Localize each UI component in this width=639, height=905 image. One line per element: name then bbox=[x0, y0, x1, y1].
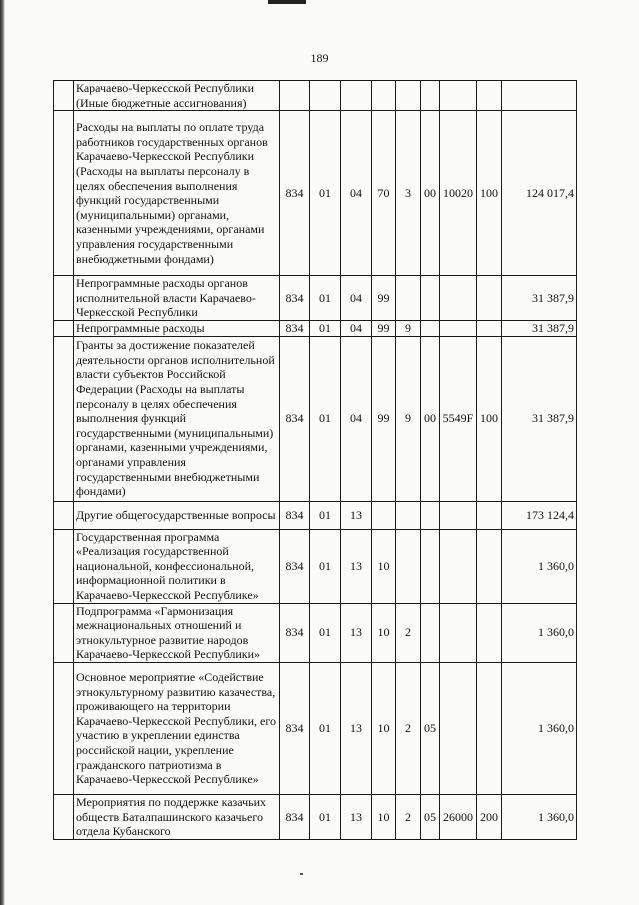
col-subsection: 04 bbox=[341, 111, 372, 276]
col-admin: 834 bbox=[280, 276, 310, 321]
col-direction bbox=[440, 501, 477, 529]
col-event: 00 bbox=[421, 336, 440, 501]
col-program bbox=[372, 501, 396, 529]
col-expense-type: 100 bbox=[477, 111, 502, 276]
col-subprogram: 9 bbox=[396, 336, 421, 501]
col-program: 99 bbox=[372, 276, 396, 321]
col-section: 01 bbox=[310, 501, 341, 529]
col-subprogram: 2 bbox=[396, 794, 421, 839]
col-admin: 834 bbox=[280, 320, 310, 336]
col-subsection: 04 bbox=[341, 320, 372, 336]
col-subsection: 04 bbox=[341, 336, 372, 501]
col-direction bbox=[440, 529, 477, 603]
col-subsection bbox=[341, 81, 372, 111]
table-row bbox=[54, 320, 577, 336]
table-row bbox=[54, 662, 577, 794]
row-name-cell: Гранты за достижение показателей деятельности органов исполнительной власти субъектов Российской Федерации (Расходы на выплаты персоналу в целях обеспечения выполнения функций государственными (муниципальными) органами, казенными учреждениями, органами управления государственными внебюджетными фондами) bbox=[74, 336, 280, 501]
col-section bbox=[310, 81, 341, 111]
col-subsection: 04 bbox=[341, 276, 372, 321]
row-blank-cell bbox=[54, 81, 74, 111]
col-event bbox=[421, 81, 440, 111]
col-section: 01 bbox=[310, 529, 341, 603]
col-amount bbox=[502, 81, 577, 111]
row-name-cell: Непрограммные расходы bbox=[74, 320, 280, 336]
col-direction bbox=[440, 81, 477, 111]
col-amount: 1 360,0 bbox=[502, 529, 577, 603]
col-program: 10 bbox=[372, 794, 396, 839]
col-expense-type bbox=[477, 81, 502, 111]
row-blank-cell bbox=[54, 662, 74, 794]
col-subsection: 13 bbox=[341, 529, 372, 603]
col-subprogram: 3 bbox=[396, 111, 421, 276]
col-program: 10 bbox=[372, 603, 396, 662]
row-name-cell: Государственная программа «Реализация государственной национальной, конфессиональной, информационной политики в Карачаево-Черкесской Республике» bbox=[74, 529, 280, 603]
table-row bbox=[54, 501, 577, 529]
col-subprogram bbox=[396, 276, 421, 321]
col-subprogram bbox=[396, 81, 421, 111]
col-event: 05 bbox=[421, 662, 440, 794]
page-number: 189 bbox=[310, 51, 329, 65]
col-section: 01 bbox=[310, 336, 341, 501]
col-admin: 834 bbox=[280, 336, 310, 501]
col-expense-type bbox=[477, 662, 502, 794]
col-admin: 834 bbox=[280, 662, 310, 794]
col-expense-type bbox=[477, 501, 502, 529]
row-blank-cell bbox=[54, 603, 74, 662]
col-expense-type bbox=[477, 529, 502, 603]
col-section: 01 bbox=[310, 111, 341, 276]
col-program: 99 bbox=[372, 336, 396, 501]
col-subprogram: 9 bbox=[396, 320, 421, 336]
row-blank-cell bbox=[54, 111, 74, 276]
col-subsection: 13 bbox=[341, 501, 372, 529]
col-subsection: 13 bbox=[341, 794, 372, 839]
col-program: 10 bbox=[372, 529, 396, 603]
row-name-cell: Мероприятия по поддержке казачьих обществ Баталпашинского казачьего отдела Кубанского bbox=[74, 794, 280, 839]
col-expense-type bbox=[477, 603, 502, 662]
col-section: 01 bbox=[310, 794, 341, 839]
col-subprogram: 2 bbox=[396, 603, 421, 662]
col-event: 00 bbox=[421, 111, 440, 276]
row-name-cell: Непрограммные расходы органов исполнительной власти Карачаево-Черкесской Республики bbox=[74, 276, 280, 321]
col-amount: 1 360,0 bbox=[502, 603, 577, 662]
col-direction bbox=[440, 320, 477, 336]
scan-top-mark bbox=[268, 0, 306, 4]
table-row bbox=[54, 529, 577, 603]
col-event bbox=[421, 529, 440, 603]
col-section: 01 bbox=[310, 662, 341, 794]
row-blank-cell bbox=[54, 794, 74, 839]
col-amount: 124 017,4 bbox=[502, 111, 577, 276]
row-name-cell: Подпрограмма «Гармонизация межнациональных отношений и этнокультурное развитие народов Карачаево-Черкесской Республики» bbox=[74, 603, 280, 662]
table-row bbox=[54, 81, 577, 111]
table-row bbox=[54, 276, 577, 321]
col-expense-type bbox=[477, 276, 502, 321]
col-admin: 834 bbox=[280, 529, 310, 603]
col-section: 01 bbox=[310, 603, 341, 662]
col-amount: 1 360,0 bbox=[502, 794, 577, 839]
row-name-cell: Расходы на выплаты по оплате труда работников государственных органов Карачаево-Черкесской Республики (Расходы на выплаты персоналу в целях обеспечения выполнения функций государственными (муниципальными) органами, казенными учреждениями, органами управления государственными внебюджетными фондами) bbox=[74, 111, 280, 276]
col-direction bbox=[440, 276, 477, 321]
col-section: 01 bbox=[310, 276, 341, 321]
row-blank-cell bbox=[54, 276, 74, 321]
col-direction: 10020 bbox=[440, 111, 477, 276]
col-amount: 173 124,4 bbox=[502, 501, 577, 529]
row-blank-cell bbox=[54, 336, 74, 501]
col-direction: 5549F bbox=[440, 336, 477, 501]
col-amount: 1 360,0 bbox=[502, 662, 577, 794]
scan-left-edge bbox=[0, 0, 5, 905]
col-section: 01 bbox=[310, 320, 341, 336]
col-direction bbox=[440, 603, 477, 662]
row-blank-cell bbox=[54, 320, 74, 336]
col-expense-type: 200 bbox=[477, 794, 502, 839]
col-expense-type bbox=[477, 320, 502, 336]
col-event bbox=[421, 320, 440, 336]
row-name-cell: Другие общегосударственные вопросы bbox=[74, 501, 280, 529]
col-program: 10 bbox=[372, 662, 396, 794]
col-admin bbox=[280, 81, 310, 111]
col-direction: 26000 bbox=[440, 794, 477, 839]
col-event: 05 bbox=[421, 794, 440, 839]
col-amount: 31 387,9 bbox=[502, 336, 577, 501]
col-event bbox=[421, 501, 440, 529]
table-row bbox=[54, 111, 577, 276]
table-row bbox=[54, 603, 577, 662]
col-amount: 31 387,9 bbox=[502, 320, 577, 336]
col-subsection: 13 bbox=[341, 603, 372, 662]
col-admin: 834 bbox=[280, 603, 310, 662]
col-program: 99 bbox=[372, 320, 396, 336]
table-row bbox=[54, 794, 577, 839]
col-amount: 31 387,9 bbox=[502, 276, 577, 321]
col-admin: 834 bbox=[280, 501, 310, 529]
col-event bbox=[421, 276, 440, 321]
col-expense-type: 100 bbox=[477, 336, 502, 501]
col-admin: 834 bbox=[280, 794, 310, 839]
table-row bbox=[54, 336, 577, 501]
scan-speck bbox=[300, 873, 303, 875]
budget-table bbox=[53, 80, 577, 840]
col-event bbox=[421, 603, 440, 662]
row-blank-cell bbox=[54, 501, 74, 529]
row-name-cell: Карачаево-Черкесской Республики (Иные бюджетные ассигнования) bbox=[74, 81, 280, 111]
col-admin: 834 bbox=[280, 111, 310, 276]
col-subsection: 13 bbox=[341, 662, 372, 794]
row-blank-cell bbox=[54, 529, 74, 603]
col-subprogram bbox=[396, 529, 421, 603]
col-direction bbox=[440, 662, 477, 794]
row-name-cell: Основное мероприятие «Содействие этнокультурному развитию казачества, проживающего на территории Карачаево-Черкесской Республики, его участию в укреплении единства российской нации, укрепление гражданского патриотизма в Карачаево-Черкесской Республике» bbox=[74, 662, 280, 794]
col-subprogram: 2 bbox=[396, 662, 421, 794]
col-program: 70 bbox=[372, 111, 396, 276]
col-subprogram bbox=[396, 501, 421, 529]
col-program bbox=[372, 81, 396, 111]
